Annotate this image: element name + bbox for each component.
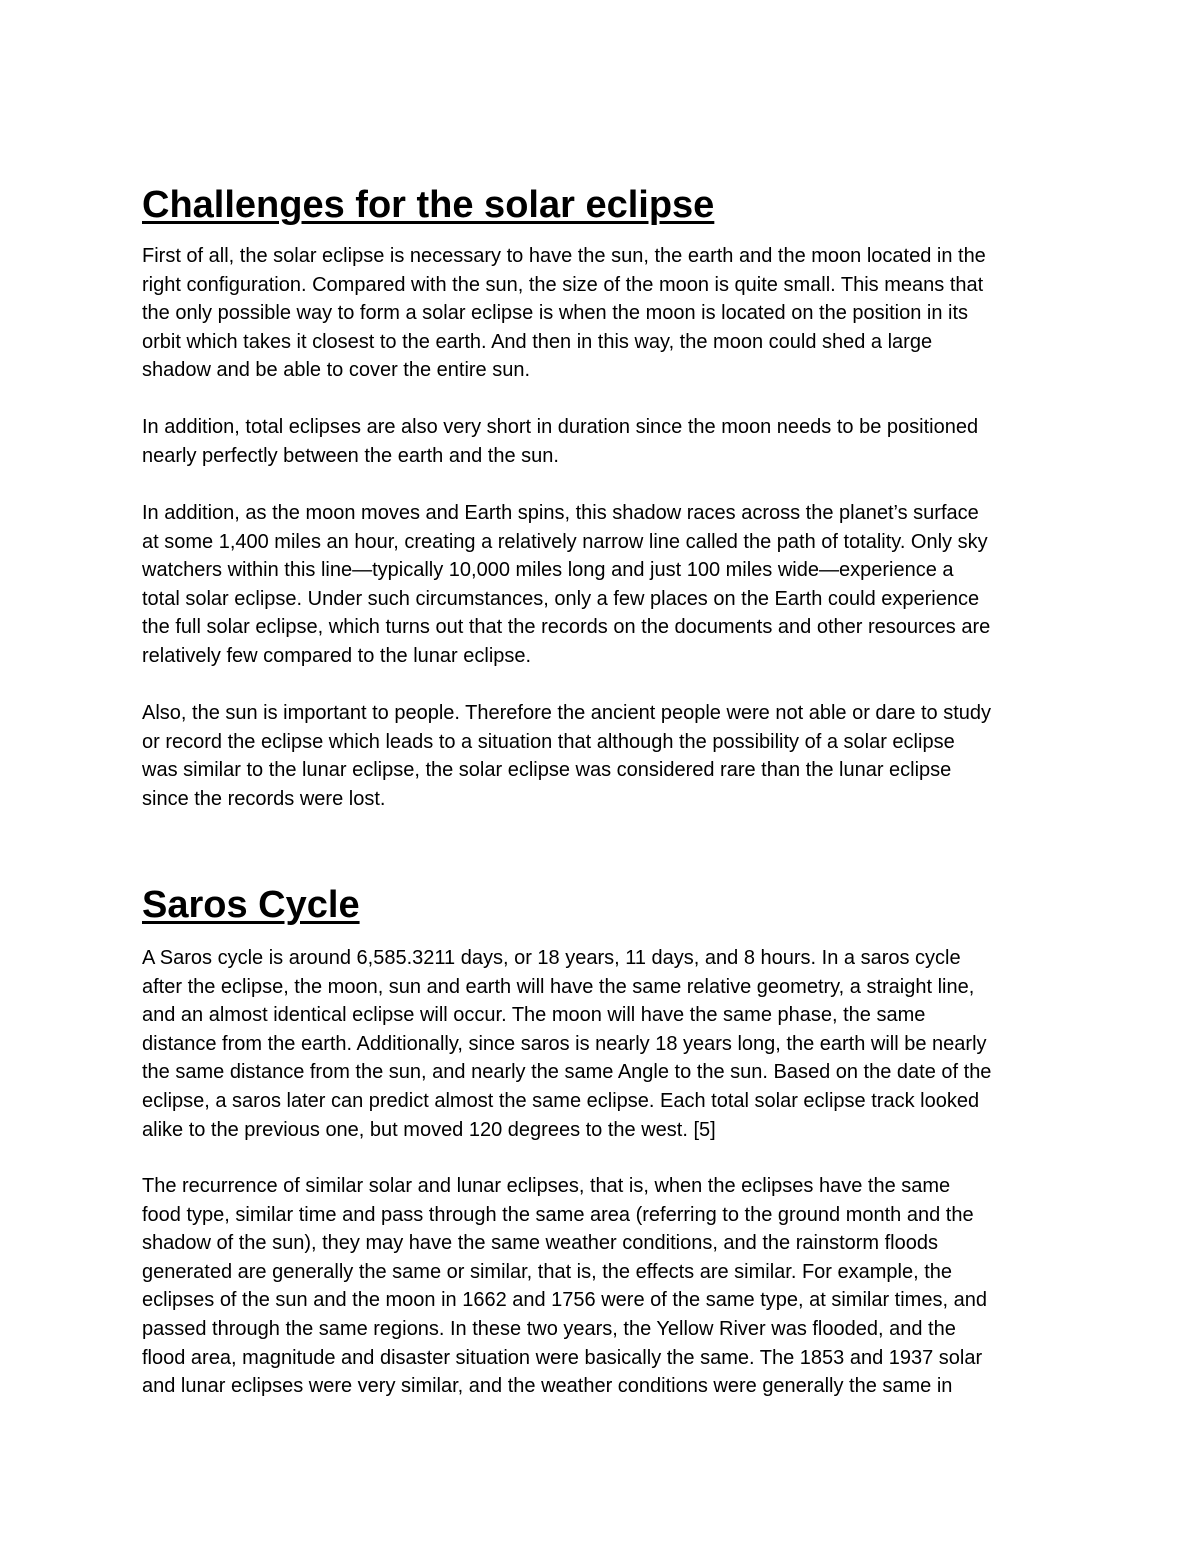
text-line: was similar to the lunar eclipse, the solar eclipse was considered rare than the lunar eclipse — [142, 759, 952, 782]
paragraph-path-of-totality — [142, 499, 1072, 671]
text-line: total solar eclipse. Under such circumstances, only a few places on the Earth could experience — [142, 587, 980, 610]
text-line: shadow of the sun), they may have the same weather conditions, and the rainstorm floods — [142, 1232, 938, 1255]
text-line: In addition, as the moon moves and Earth spins, this shadow races across the planet’s surface — [142, 502, 979, 524]
text-line: nearly perfectly between the earth and the sun. — [142, 444, 559, 467]
paragraph-recurrence — [142, 1172, 1072, 1401]
text-line: at some 1,400 miles an hour, creating a relatively narrow line called the path of totality. Only sky — [142, 530, 988, 553]
text-line: and an almost identical eclipse will occur. The moon will have the same phase, the same — [142, 1004, 926, 1027]
text-line: distance from the earth. Additionally, since saros is nearly 18 years long, the earth will be nearly — [142, 1032, 987, 1055]
paragraph-saros-definition — [142, 944, 1072, 1144]
paragraph-configuration — [142, 242, 1072, 385]
paragraph-records-lost — [142, 699, 1072, 813]
text-line: or record the eclipse which leads to a situation that although the possibility of a solar eclipse — [142, 730, 955, 753]
text-line: watchers within this line—typically 10,000 miles long and just 100 miles wide—experience a — [142, 559, 954, 582]
text-line: the full solar eclipse, which turns out that the records on the documents and other resources are — [142, 616, 991, 639]
text-line: First of all, the solar eclipse is necessary to have the sun, the earth and the moon located in the — [142, 245, 986, 267]
text-line: Also, the sun is important to people. Therefore the ancient people were not able or dare to study — [142, 702, 992, 724]
text-line: alike to the previous one, but moved 120 degrees to the west. [5] — [142, 1118, 716, 1141]
text-line: A Saros cycle is around 6,585.3211 days, or 18 years, 11 days, and 8 hours. In a saros cycle — [142, 947, 961, 969]
text-line: flood area, magnitude and disaster situation were basically the same. The 1853 and 1937 solar — [142, 1346, 983, 1369]
text-line: orbit which takes it closest to the earth. And then in this way, the moon could shed a large — [142, 330, 933, 353]
text-line: eclipses of the sun and the moon in 1662 and 1756 were of the same type, at similar times, and — [142, 1289, 987, 1312]
text-line: the same distance from the sun, and nearly the same Angle to the sun. Based on the date of the — [142, 1061, 992, 1084]
text-line: the only possible way to form a solar eclipse is when the moon is located on the position in its — [142, 302, 968, 325]
text-line: passed through the same regions. In these two years, the Yellow River was flooded, and the — [142, 1317, 956, 1340]
text-line: shadow and be able to cover the entire sun. — [142, 359, 531, 382]
text-line: generated are generally the same or similar, that is, the effects are similar. For example, the — [142, 1260, 953, 1283]
text-line: In addition, total eclipses are also very short in duration since the moon needs to be positioned — [142, 416, 979, 438]
text-line: and lunar eclipses were very similar, and the weather conditions were generally the same in — [142, 1375, 953, 1398]
paragraph-short-duration — [142, 413, 1072, 470]
section-heading-challenges: Challenges for the solar eclipse — [142, 184, 715, 226]
text-line: relatively few compared to the lunar eclipse. — [142, 644, 532, 667]
text-line: The recurrence of similar solar and lunar eclipses, that is, when the eclipses have the same — [142, 1175, 951, 1197]
text-line: food type, similar time and pass through the same area (referring to the ground month and the — [142, 1203, 974, 1226]
text-line: right configuration. Compared with the sun, the size of the moon is quite small. This means that — [142, 273, 984, 296]
section-heading-saros-cycle: Saros Cycle — [142, 884, 360, 926]
text-line: eclipse, a saros later can predict almost the same eclipse. Each total solar eclipse track looked — [142, 1089, 980, 1112]
text-line: since the records were lost. — [142, 787, 386, 810]
text-line: after the eclipse, the moon, sun and earth will have the same relative geometry, a straight line, — [142, 975, 975, 998]
